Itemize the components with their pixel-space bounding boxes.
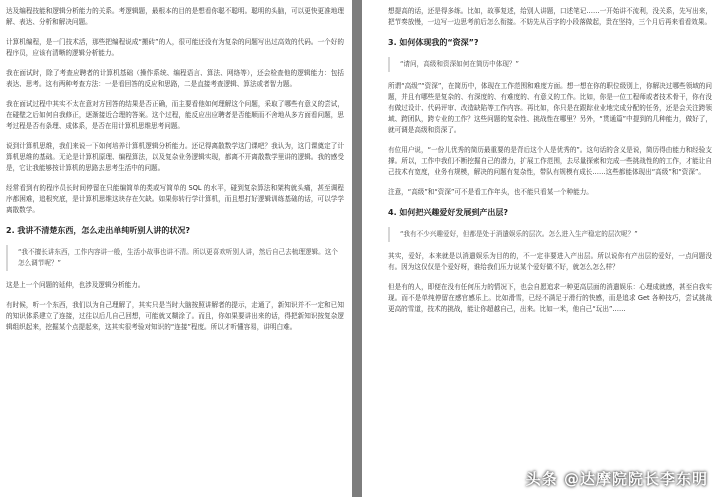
paragraph: 这是上一个问题的延伸，也涉及逻辑分析能力。 — [6, 281, 145, 289]
page-gutter — [352, 0, 362, 497]
left-page — [0, 0, 352, 497]
paragraph: 所谓“高级”“资深”，在简历中，体现在工作范围和难度方面。想一想在你的职位级别上，你解决过哪些领域的问题，并且有哪些是复杂的、有深度的、有难度的、有意义的工作。比如，你是一位工程师或者技术骨干，你有没有做过设计、代码评审、改造缺陷等工作内容。再比如，你只是在跟踪业业地完成分配的任务，还是会关注跨领域、跨团队，跨专业的工作？这些问题的复杂性、挑战性在哪里？另外，“贯通篇”中提到的几种能力，做好了，就可调是高级和资深了。 — [388, 82, 712, 134]
paragraph: 想提高的话，还是得多练。比如，故事复述，给别人讲题，口述笔记……一开始讲不流利，没关系，先写出来，把节奏放慢，一边写一边思考前后怎么衔接。不妨先从百字的小段落做起，贵在坚持，三个月后再来看看效果。 — [388, 7, 712, 26]
reader-question: “请问，高级和资深如何在简历中体现？” — [388, 57, 712, 72]
paragraph: 有时候，听一个东西，我们以为自己理解了，其实只是当时大脑按照讲解者的提示，走通了，新知识并不一定和已知的知识体系建立了连接，过往以后几自己回想，可能就又糊涂了。而且，你如果要讲出来的话，得把新知识按复杂逻辑组织起来，挖掘某个点提起来，这其实很考验对知识的“连接”程度。所以才听懂容易，讲明白难。 — [6, 301, 344, 331]
paragraph: 注意，“高级”和“资深”可不是看工作年头，也不能只看某一个种能力。 — [388, 188, 593, 196]
section-heading: 4. 如何把兴趣爱好发展到产出层? — [388, 208, 509, 217]
paragraph: 达及编程技能和逻辑分析能力的关系。考逻辑题，最根本的目的是想看你聪不聪明。聪明的头脑，可以更快更准地理解、表达、分析和解决问题。 — [6, 7, 344, 26]
right-page — [362, 0, 720, 497]
reader-question: “我有不少兴趣爱好，但都是处于消遣娱乐的层次。怎么进入生产稳定的层次呢？” — [388, 227, 712, 242]
paragraph: 计算机编程，是一门技术活，那些把编程说成“搬砖”的人，很可能还没有为复杂的问题写出过高效的代码。一个好的程序员，应该有清晰的逻辑分析能力。 — [6, 38, 344, 57]
paragraph: 我在面试时，除了考查应聘者的计算机基础（操作系统、编程语言、算法、网络等），还会检查他的逻辑能力：包括表达、思考。这有两种考查方法：一是看回答的反应和思路，二是直接考查逻辑、算法或者智力题。 — [6, 69, 344, 88]
section-heading: 3. 如何体现我的“资深”? — [388, 38, 479, 47]
section-heading: 2. 我讲不清楚东西，怎么走出单纯听别人讲的状况? — [6, 226, 191, 235]
paragraph: 有位用户说，“一份儿优秀的简历最重要的是背后这个人是优秀的”。这句话的含义是说，简历得由能力和经验支撑。所以，工作中我们不断挖掘自己的潜力，扩展工作范围，去尽量探索和完成一些挑战性的的工作，才能让自己技术有宽度，业务有规模，解决的问题有复杂性，带队有规模有成长……这些都能体现出“高级”和“资深”。 — [388, 146, 712, 176]
watermark: 头条 @达摩院院长李东明 — [525, 470, 708, 488]
paragraph: 说到计算机思维，我们来说一下如何培养计算机逻辑分析能力。还记得离散数学这门课吧？我认为，这门课奠定了计算机思维的基础。无论是计算机原理、编程算法，以及复杂业务逻辑实现，都离不开离散数学里讲的逻辑。我的感受是，它让我能够按计算机的思路去思考生活中的问题。 — [6, 142, 344, 172]
reader-question: “我不擅长讲东西，工作内容讲一般，生活小故事也讲不清。所以更喜欢听别人讲，然后自己去梳理逻辑。这个怎么调节呢？” — [6, 245, 344, 271]
paragraph: 其实，爱好，本来就是以消遣娱乐为目的的，不一定非要进入产出层。所以说你有产出层的爱好，一点问题没有。因为这仅仅是个爱好呀，谁给我们压力说某个爱好做不好，就怎么怎么样？ — [388, 252, 712, 271]
paragraph: 经常看到有的程序员长时间停留在只能编简单的类或写简单的 SQL 的水平，碰到复杂算法和架构就头痛，甚至调程序都困难，追根究底，是计算机思维这块存在欠缺。如果你转行学计算机，而且想打好逻辑训练基础的话，可以学学离散数学。 — [6, 184, 344, 214]
paragraph: 我在面试过程中其实不太在意对方回答的结果是否正确，而主要看他如何理解这个问题，采取了哪些有意义的尝试，在碰壁之后如何自我修正，逐渐接近合理的答案。这个过程，能反应出应聘者是否能顺而不舍地从多方面看问题，思考过程是否有条理、成体系，是否在用计算机思维思考问题。 — [6, 100, 344, 130]
paragraph: 但是有的人，即便在没有任何压力的情况下，也会自愿追求一种更高层面的消遣娱乐：心理成就感，甚至自我实现。而不是单纯停留在感官感乐上。比如滑雪，已经不满足于滑行的快感，而是追求 Get 各种技巧，尝试挑战更高的雪道，技术的挑战，能让你超越自己，出来。比如一米，他自己“玩出”…… — [388, 283, 712, 313]
